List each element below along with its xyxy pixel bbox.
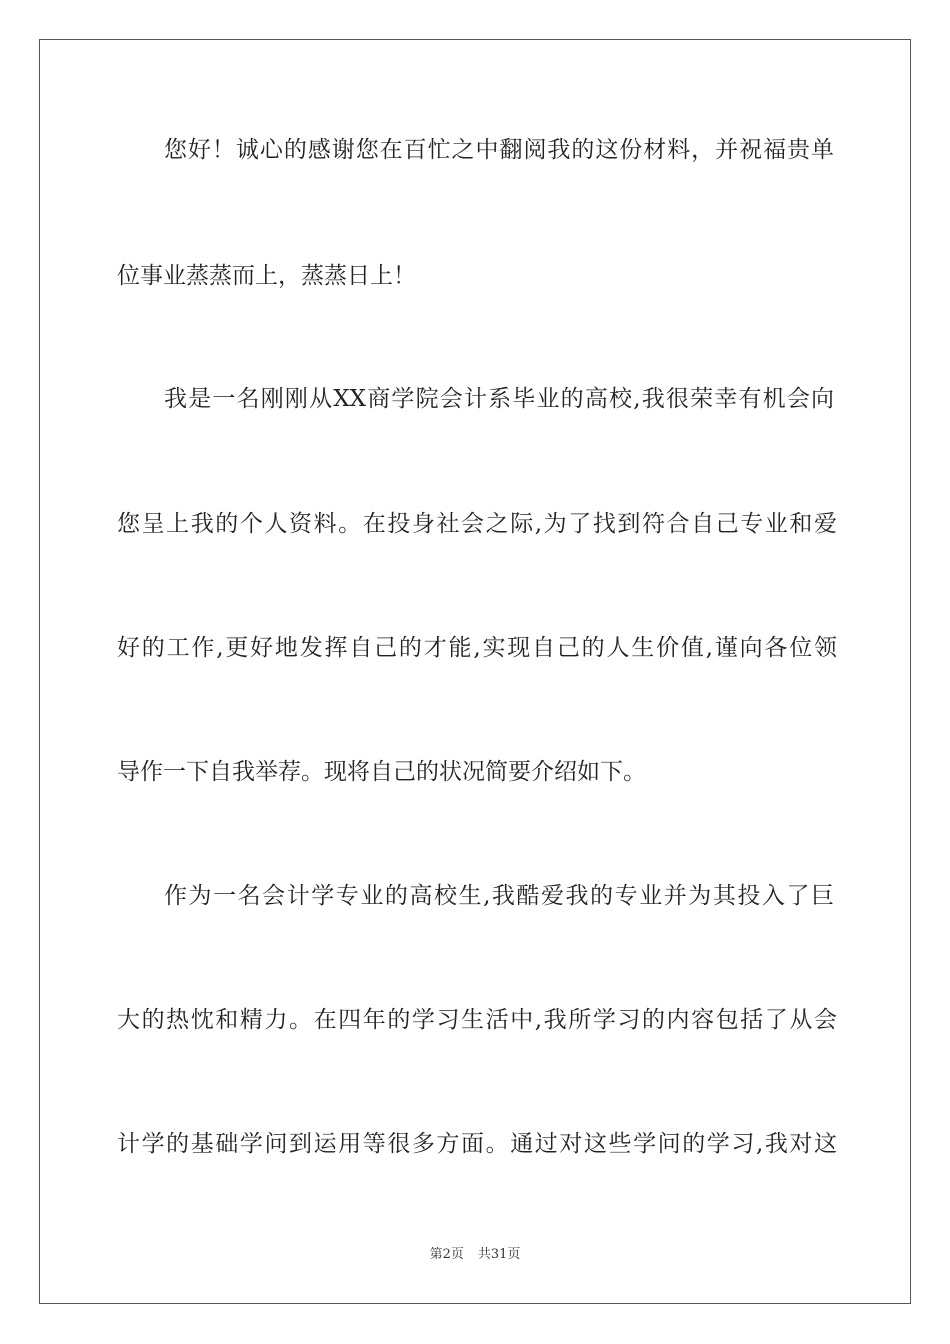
- paragraph-1-line-1: 您好！诚心的感谢您在百忙之中翻阅我的这份材料，并祝福贵单: [164, 137, 834, 163]
- paragraph-3-line-1: 作为一名会计学专业的高校生,我酷爱我的专业并为其投入了巨: [164, 883, 834, 909]
- paragraph-2-line-2: 您呈上我的个人资料。在投身社会之际,为了找到符合自己专业和爱: [117, 511, 837, 537]
- paragraph-2-line-3: 好的工作,更好地发挥自己的才能,实现自己的人生价值,谨向各位领: [117, 635, 837, 661]
- total-pages: 共31页: [477, 1247, 521, 1262]
- paragraph-3-line-3: 计学的基础学问到运用等很多方面。通过对这些学问的学习,我对这: [117, 1131, 837, 1157]
- paragraph-1-line-2: 位事业蒸蒸而上，蒸蒸日上！: [117, 263, 416, 289]
- page-border: [39, 39, 911, 1304]
- page-footer: [0, 1246, 950, 1264]
- paragraph-2-line-4: 导作一下自我举荐。现将自己的状况简要介绍如下。: [117, 759, 646, 785]
- paragraph-3-line-2: 大的热忱和精力。在四年的学习生活中,我所学习的内容包括了从会: [117, 1007, 837, 1033]
- paragraph-2-line-1: 我是一名刚刚从XX商学院会计系毕业的高校,我很荣幸有机会向: [164, 386, 834, 412]
- page-number: 第2页: [429, 1247, 464, 1262]
